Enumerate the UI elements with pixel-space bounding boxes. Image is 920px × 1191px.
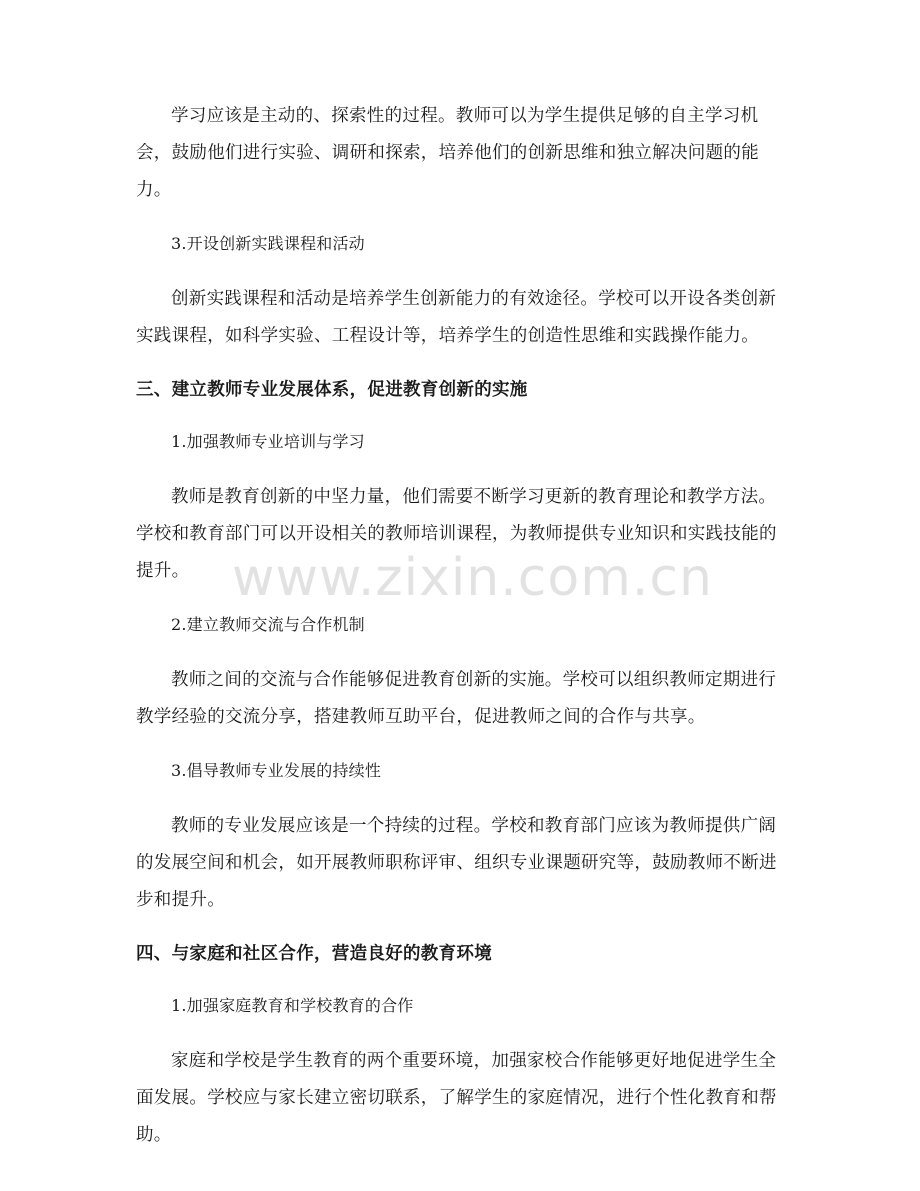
subsection-title: 1.加强家庭教育和学校教育的合作 bbox=[171, 996, 414, 1015]
paragraph: 教师是教育创新的中坚力量，他们需要不断学习更新的教育理论和教学方法。学校和教育部门可以开设相关的教师培训课程，为教师提供专业知识和实践技能的提升。 bbox=[136, 487, 777, 581]
subsection-title: 2.建立教师交流与合作机制 bbox=[171, 615, 365, 634]
paragraph: 教师之间的交流与合作能够促进教育创新的实施。学校可以组织教师定期进行教学经验的交流分享，搭建教师互助平台，促进教师之间的合作与共享。 bbox=[136, 670, 777, 727]
subsection-title: 3.倡导教师专业发展的持续性 bbox=[171, 761, 382, 780]
section-heading: 三、建立教师专业发展体系，促进教育创新的实施 bbox=[136, 380, 528, 400]
paragraph: 家庭和学校是学生教育的两个重要环境，加强家校合作能够更好地促进学生全面发展。学校应与家长建立密切联系，了解学生的家庭情况，进行个性化教育和帮助。 bbox=[136, 1051, 777, 1145]
watermark: www.zixin.com.cn bbox=[232, 548, 713, 608]
paragraph: 教师的专业发展应该是一个持续的过程。学校和教育部门应该为教师提供广阔的发展空间和机会，如开展教师职称评审、组织专业课题研究等，鼓励教师不断进步和提升。 bbox=[136, 816, 777, 910]
paragraph: 创新实践课程和活动是培养学生创新能力的有效途径。学校可以开设各类创新实践课程，如科学实验、工程设计等，培养学生的创造性思维和实践操作能力。 bbox=[136, 289, 777, 346]
paragraph: 学习应该是主动的、探索性的过程。教师可以为学生提供足够的自主学习机会，鼓励他们进行实验、调研和探索，培养他们的创新思维和独立解决问题的能力。 bbox=[136, 106, 759, 200]
subsection-title: 1.加强教师专业培训与学习 bbox=[171, 432, 365, 451]
subsection-title: 3.开设创新实践课程和活动 bbox=[171, 234, 365, 253]
section-heading: 四、与家庭和社区合作，营造良好的教育环境 bbox=[136, 944, 492, 964]
